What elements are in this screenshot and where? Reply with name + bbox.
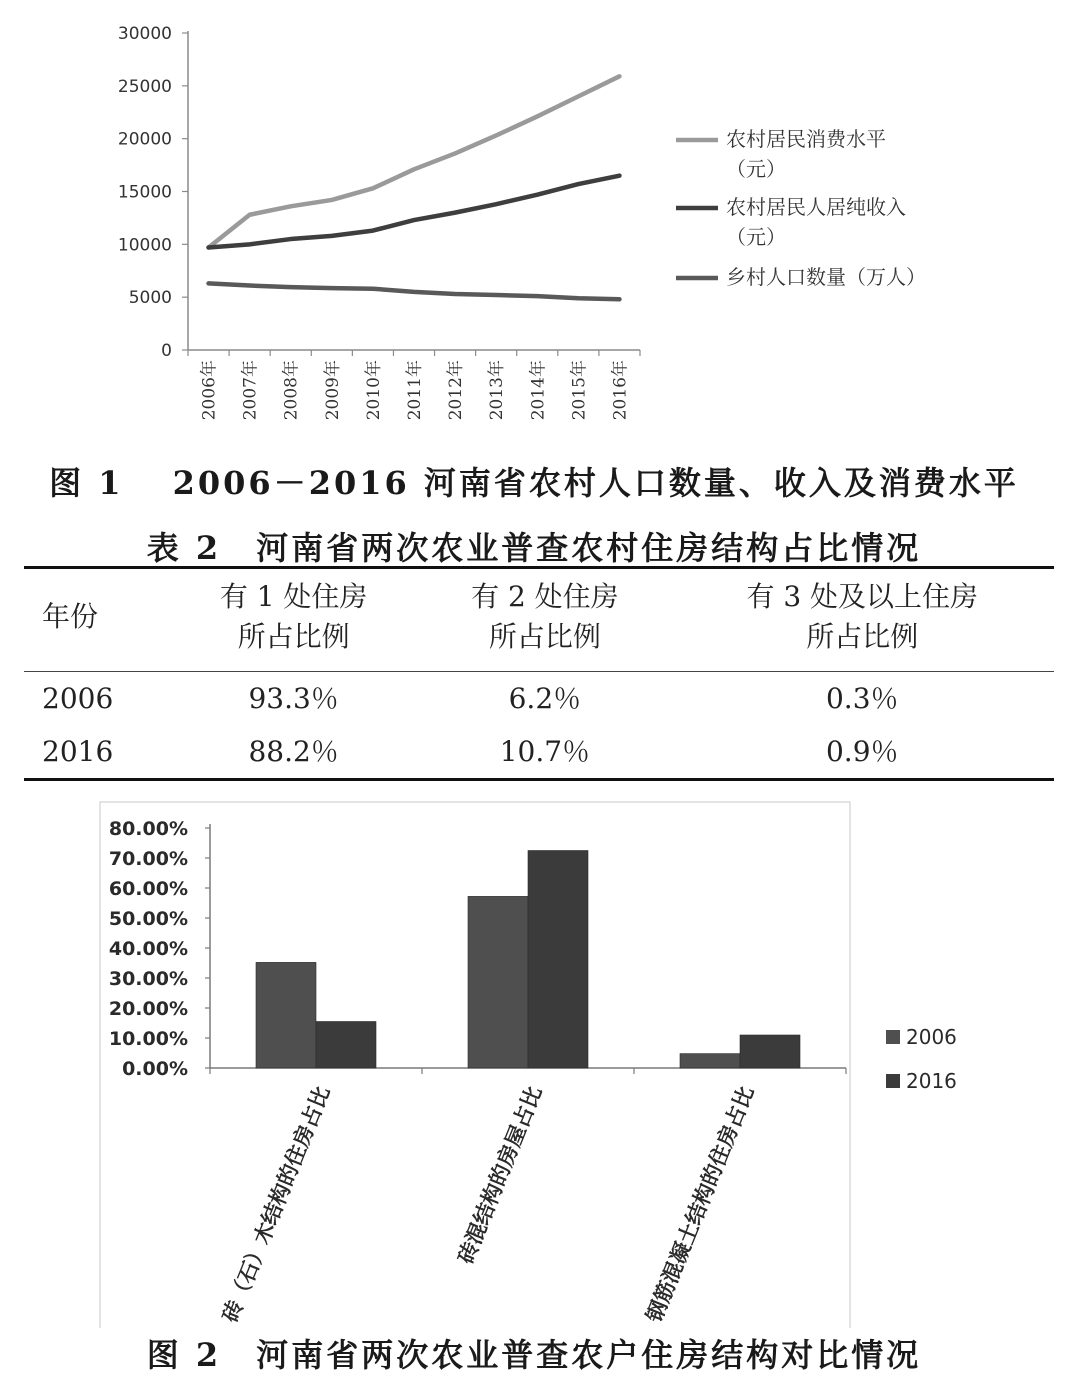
figure2-legend-label: 2016 bbox=[906, 1069, 957, 1093]
figure2-x-tick-label: 砖（石）木结构的住房占比 bbox=[217, 1082, 335, 1326]
figure1-series-line-3 bbox=[209, 283, 620, 299]
figure1-x-tick-label: 2011年 bbox=[405, 360, 425, 421]
figure2-bar bbox=[680, 1054, 740, 1068]
figure1-x-tick-label: 2006年 bbox=[199, 360, 220, 421]
figure2-y-tick-label: 70.00% bbox=[108, 848, 188, 870]
figure2-legend-swatch bbox=[886, 1074, 900, 1088]
figure1-legend-label: （元） bbox=[726, 225, 786, 249]
table-header-two-houses: 有 2 处住房 所占比例 bbox=[471, 580, 619, 653]
figure1-x-tick-label: 2015年 bbox=[569, 360, 590, 421]
table-cell: 93.3％ bbox=[248, 682, 339, 715]
figure2-y-tick-label: 80.00% bbox=[108, 818, 188, 840]
table-header-row bbox=[24, 568, 1054, 672]
figure1-y-tick-label: 10000 bbox=[117, 235, 172, 256]
table2-caption: 表 2 河南省两次农业普查农村住房结构占比情况 bbox=[146, 529, 922, 567]
figure1-y-tick-label: 30000 bbox=[117, 24, 172, 44]
table-cell: 10.7％ bbox=[499, 735, 591, 768]
figure1-legend bbox=[676, 127, 926, 289]
figure2-legend-label: 2006 bbox=[906, 1025, 957, 1049]
figure2-bar bbox=[468, 896, 528, 1068]
figure2-bar bbox=[256, 962, 316, 1068]
figure2-bars bbox=[256, 851, 800, 1069]
table-header-three-plus-houses: 有 3 处及以上住房 所占比例 bbox=[746, 580, 979, 653]
figure2-y-tick-label: 20.00% bbox=[108, 998, 188, 1020]
figure2-bar bbox=[528, 851, 588, 1069]
figure2-legend-swatch bbox=[886, 1030, 900, 1044]
figure1-legend-label: （元） bbox=[726, 157, 786, 181]
figure1-x-ticks bbox=[188, 350, 640, 420]
figure2-y-tick-label: 0.00% bbox=[122, 1058, 188, 1080]
table-row bbox=[24, 725, 1054, 780]
figure1-axes bbox=[188, 31, 640, 350]
figure1-y-tick-label: 20000 bbox=[117, 129, 172, 150]
table-cell-year: 2006 bbox=[42, 682, 114, 715]
figure2-x-tick-label: 钢筋混凝土结构的住房占比 bbox=[641, 1082, 759, 1326]
figure2-bar-chart bbox=[0, 780, 1068, 1328]
figure1-x-tick-label: 2014年 bbox=[528, 360, 549, 421]
table-cell-year: 2016 bbox=[42, 735, 114, 768]
table-cell: 0.3％ bbox=[825, 682, 899, 715]
figure2-bar bbox=[316, 1022, 376, 1069]
figure1-caption: 图 1 2006－2016 河南省农村人口数量、收入及消费水平 bbox=[49, 464, 1019, 502]
table-cell: 0.9％ bbox=[825, 735, 899, 768]
figure1-x-tick-label: 2016年 bbox=[610, 360, 631, 421]
figure1-y-tick-label: 25000 bbox=[117, 76, 172, 97]
figure1-series-lines bbox=[209, 76, 620, 299]
figure2-caption: 图 2 河南省两次农业普查农户住房结构对比情况 bbox=[146, 1336, 922, 1374]
figure2-x-ticks bbox=[217, 1083, 759, 1327]
figure2-x-tick-label: 砖混结构的房屋占比 bbox=[452, 1082, 547, 1268]
figure1-x-tick-label: 2010年 bbox=[363, 360, 384, 421]
table-header-year: 年份 bbox=[42, 600, 99, 633]
table2 bbox=[24, 566, 1054, 781]
figure1-line-chart bbox=[0, 0, 1068, 445]
figure1-y-tick-label: 0 bbox=[161, 341, 172, 361]
figure1-x-tick-label: 2009年 bbox=[322, 360, 343, 421]
figure1-legend-label: 农村居民消费水平 bbox=[726, 127, 886, 151]
figure2-y-tick-label: 50.00% bbox=[108, 908, 188, 930]
figure1-x-tick-label: 2012年 bbox=[446, 360, 467, 421]
table-cell: 6.2％ bbox=[508, 682, 582, 715]
figure2-y-tick-label: 60.00% bbox=[108, 878, 188, 900]
table-cell: 88.2％ bbox=[248, 735, 339, 768]
figure1-x-tick-label: 2008年 bbox=[281, 360, 302, 421]
figure1-y-tick-label: 15000 bbox=[117, 182, 172, 203]
figure2-y-tick-label: 30.00% bbox=[108, 968, 188, 990]
figure1-x-tick-label: 2013年 bbox=[487, 360, 508, 421]
figure2-bar bbox=[740, 1035, 800, 1068]
figure2-legend bbox=[886, 1025, 957, 1093]
table-header-one-house: 有 1 处住房 所占比例 bbox=[219, 580, 368, 653]
figure1-legend-label: 农村居民人居纯收入 bbox=[726, 195, 906, 219]
figure1-y-tick-label: 5000 bbox=[128, 288, 172, 309]
figure2-y-tick-label: 40.00% bbox=[108, 938, 188, 960]
figure1-legend-label: 乡村人口数量（万人） bbox=[726, 265, 926, 289]
figure1-y-ticks bbox=[118, 24, 188, 361]
figure2-y-tick-label: 10.00% bbox=[108, 1028, 188, 1050]
figure1-x-tick-label: 2007年 bbox=[240, 360, 261, 421]
table-row bbox=[24, 672, 1054, 726]
